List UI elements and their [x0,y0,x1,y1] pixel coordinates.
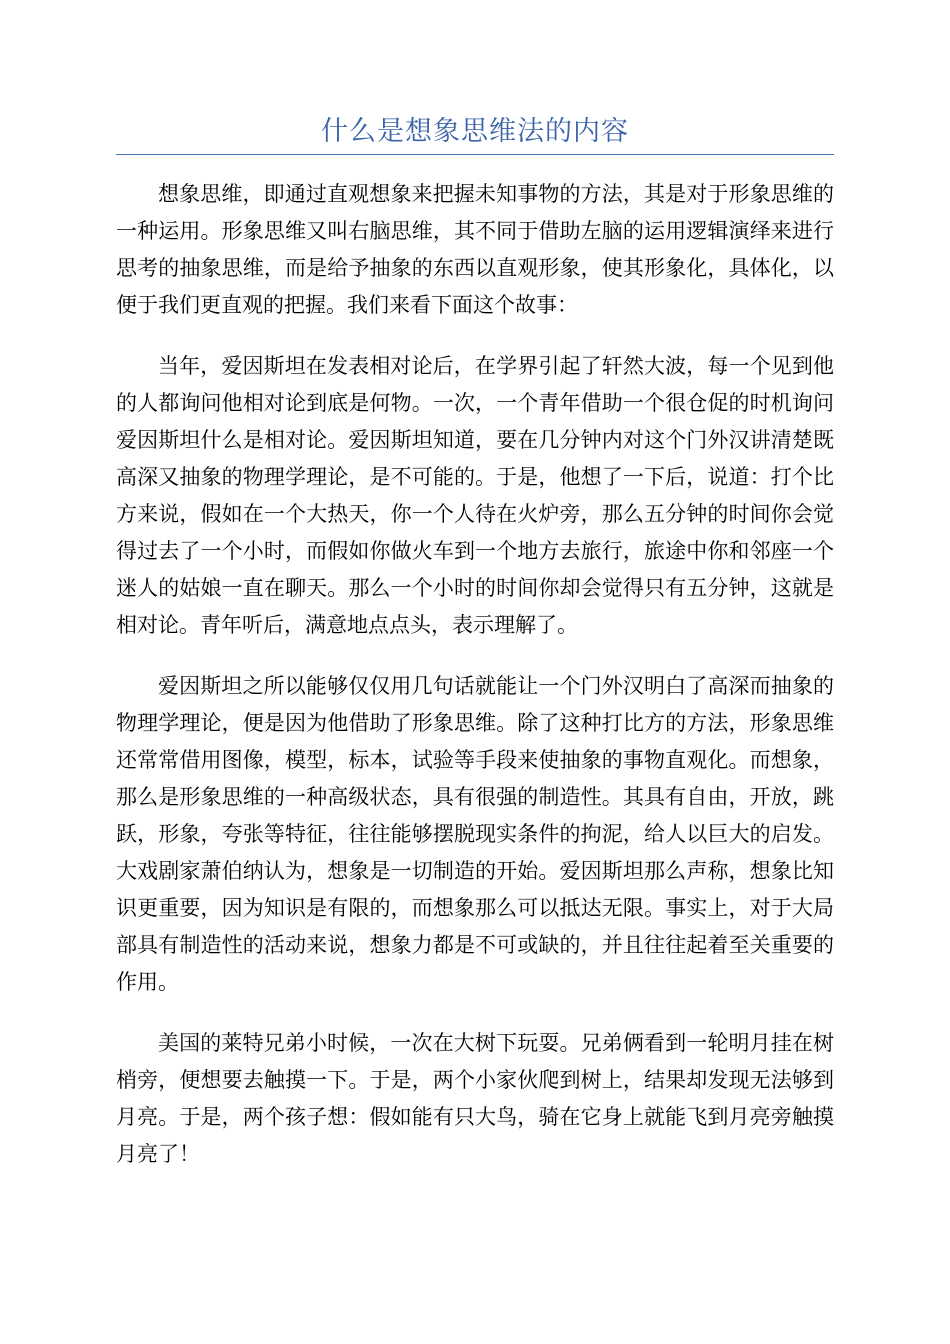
paragraph-3: 爱因斯坦之所以能够仅仅用几句话就能让一个门外汉明白了高深而抽象的物理学理论，便是因为他借助了形象思维。除了这种打比方的方法，形象思维还常常借用图像，模型，标本，试验等手段来使抽象的事物直观化。而想象，那么是形象思维的一种高级状态，具有很强的制造性。其具有自由，开放，跳跃，形象，夸张等特征，往往能够摆脱现实条件的拘泥，给人以巨大的启发。大戏剧家萧伯纳认为，想象是一切制造的开始。爱因斯坦那么声称，想象比知识更重要，因为知识是有限的，而想象那么可以抵达无限。事实上，对于大局部具有制造性的活动来说，想象力都是不可或缺的，并且往往起着至关重要的作用。 [116,674,834,994]
document-body [116,176,834,1197]
paragraph-2: 当年，爱因斯坦在发表相对论后，在学界引起了轩然大波，每一个见到他的人都询问他相对论到底是何物。一次，一个青年借助一个很仓促的时机询问爱因斯坦什么是相对论。爱因斯坦知道，要在几分钟内对这个门外汉讲清楚既高深又抽象的物理学理论，是不可能的。于是，他想了一下后，说道：打个比方来说，假如在一个大热天，你一个人待在火炉旁，那么五分钟的时间你会觉得过去了一个小时，而假如你做火车到一个地方去旅行，旅途中你和邻座一个迷人的姑娘一直在聊天。那么一个小时的时间你却会觉得只有五分钟，这就是相对论。青年听后，满意地点点头，表示理解了。 [116,354,834,637]
paragraph-4: 美国的莱特兄弟小时候，一次在大树下玩耍。兄弟俩看到一轮明月挂在树梢旁，便想要去触摸一下。于是，两个小家伙爬到树上，结果却发现无法够到月亮。于是，两个孩子想：假如能有只大鸟，骑在它身上就能飞到月亮旁触摸月亮了！ [116,1031,834,1166]
document-title: 什么是想象思维法的内容 [321,116,629,147]
title-underline [116,154,834,155]
paragraph-1: 想象思维，即通过直观想象来把握未知事物的方法，其是对于形象思维的一种运用。形象思维又叫右脑思维，其不同于借助左脑的运用逻辑演绎来进行思考的抽象思维，而是给予抽象的东西以直观形象，使其形象化，具体化，以便于我们更直观的把握。我们来看下面这个故事： [116,182,834,317]
